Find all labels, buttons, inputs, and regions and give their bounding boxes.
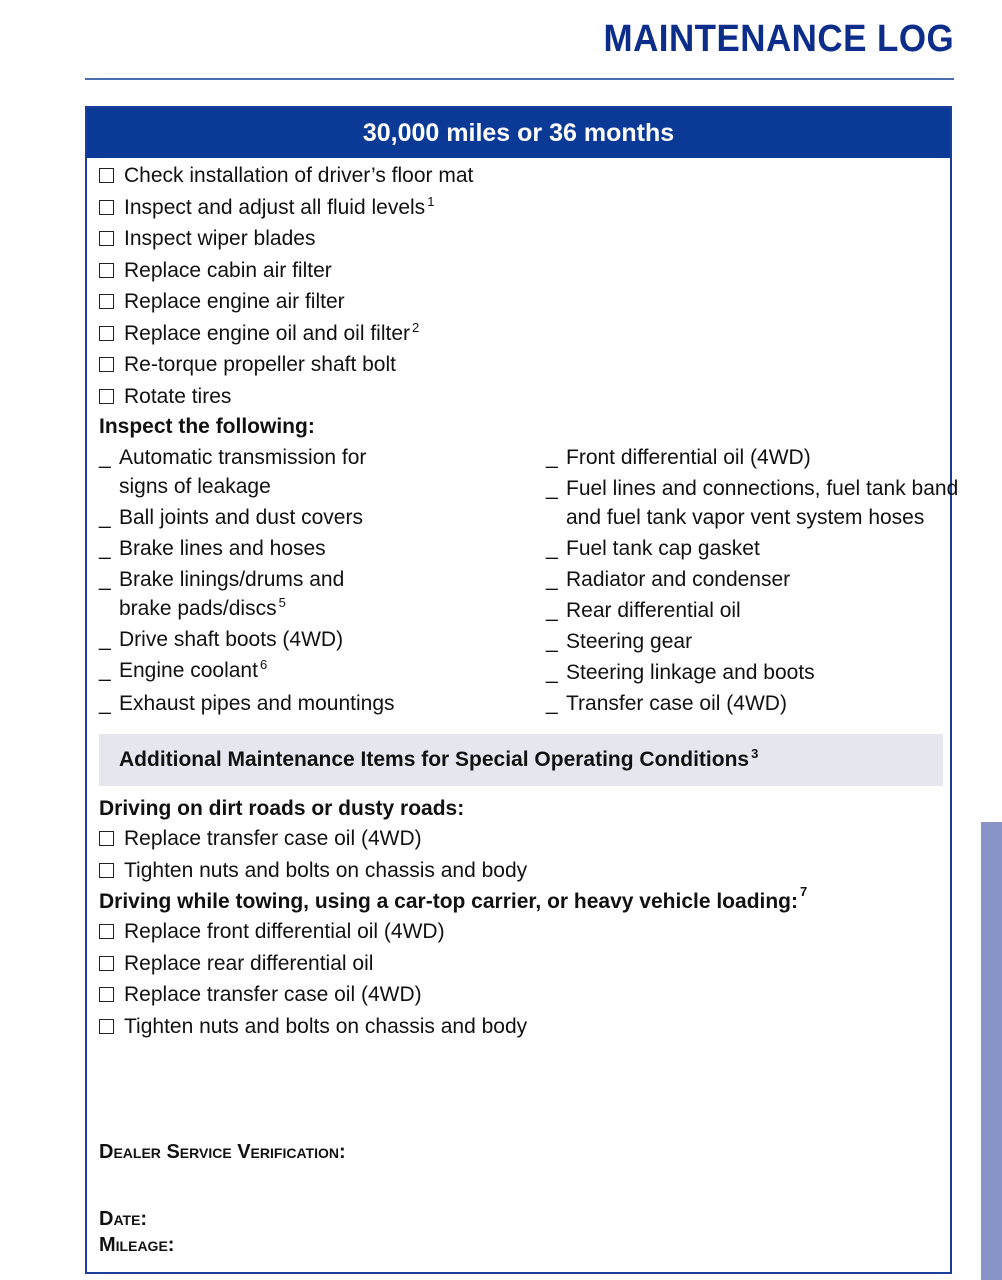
inspect-item-label: Brake linings/drums and	[119, 568, 345, 591]
checklist-item-label: Tighten nuts and bolts on chassis and body	[124, 1014, 528, 1038]
inspect-item	[99, 625, 395, 654]
checklist-item	[99, 223, 473, 255]
towing-heading	[99, 884, 808, 914]
inspect-item	[546, 627, 958, 656]
towing-checklist	[99, 916, 527, 1042]
checklist-item-label: Replace engine air filter	[124, 290, 345, 313]
checklist-item-label: Inspect wiper blades	[124, 227, 316, 250]
section-side-tab	[981, 822, 1002, 1280]
checklist-item	[99, 823, 527, 855]
inspect-item-label: Radiator and condenser	[566, 568, 791, 591]
towing-heading-label: Driving while towing, using a car-top carrier, or heavy vehicle loading:	[99, 890, 798, 913]
checkbox[interactable]	[99, 200, 114, 215]
checkbox[interactable]	[99, 956, 114, 971]
dusty-roads-checklist	[99, 823, 527, 886]
inspect-item-label: Fuel tank cap gasket	[566, 537, 760, 560]
inspect-item-label: Ball joints and dust covers	[119, 506, 363, 529]
special-conditions-title: Additional Maintenance Items for Special Operating Conditions	[119, 748, 750, 771]
inspect-item	[99, 689, 395, 718]
footnote-marker: 6	[259, 657, 268, 672]
footnote-marker: 7	[800, 884, 808, 899]
inspect-item	[99, 443, 395, 501]
footnote-marker: 2	[412, 319, 420, 335]
checklist-item	[99, 255, 473, 287]
inspect-list-left	[99, 443, 395, 718]
checklist-item	[99, 381, 473, 413]
inspect-list-right	[546, 443, 958, 718]
checklist-item	[99, 916, 527, 948]
page-title: MAINTENANCE LOG	[603, 18, 954, 60]
checkbox[interactable]	[99, 231, 114, 246]
inspect-item-label: Fuel lines and connections, fuel tank band	[566, 477, 959, 500]
checklist-item-label: Inspect and adjust all fluid levels	[124, 195, 426, 219]
inspect-item	[546, 474, 958, 532]
inspect-item-label-cont: and fuel tank vapor vent system hoses	[566, 506, 925, 529]
inspect-item-label: Drive shaft boots (4WD)	[119, 628, 344, 651]
checklist-item-label: Replace engine oil and oil filter	[124, 321, 411, 345]
title-divider	[85, 78, 954, 80]
checkbox[interactable]	[99, 924, 114, 939]
checkbox[interactable]	[99, 357, 114, 372]
inspect-item-label: Transfer case oil (4WD)	[566, 692, 787, 715]
checkbox[interactable]	[99, 1019, 114, 1034]
checklist-item-label: Replace front differential oil (4WD)	[124, 920, 445, 943]
checklist-item-label: Check installation of driver’s floor mat	[124, 164, 474, 187]
footnote-marker: 3	[751, 746, 759, 761]
checklist-item-label: Tighten nuts and bolts on chassis and body	[124, 858, 528, 882]
checkbox[interactable]	[99, 326, 114, 341]
checklist-item-label: Replace transfer case oil (4WD)	[124, 983, 422, 1006]
inspect-item	[546, 596, 958, 625]
checklist-item-label: Rotate tires	[124, 384, 232, 408]
inspect-item-label: Front differential oil (4WD)	[566, 446, 811, 469]
inspect-heading: Inspect the following:	[99, 415, 315, 438]
checklist-item	[99, 855, 527, 887]
inspect-item-label: Brake lines and hoses	[119, 537, 326, 560]
checklist-item	[99, 160, 473, 192]
checkbox[interactable]	[99, 987, 114, 1002]
checklist-item-label: Replace rear differential oil	[124, 951, 374, 975]
checklist-item-label: Replace cabin air filter	[124, 258, 332, 282]
maintenance-log-card	[85, 106, 959, 1274]
checklist-item	[99, 979, 527, 1011]
inspect-item	[546, 689, 958, 718]
inspect-item	[546, 658, 958, 687]
checkbox[interactable]	[99, 294, 114, 309]
mileage-label: Mileage:	[99, 1234, 175, 1256]
inspect-item-label-cont: brake pads/discs	[119, 597, 277, 620]
inspect-item	[546, 443, 958, 472]
inspect-item	[99, 565, 395, 623]
date-label: Date:	[99, 1208, 148, 1230]
checklist-item-label: Replace transfer case oil (4WD)	[124, 827, 422, 850]
dealer-verification-label: Dealer Service Verification:	[99, 1141, 346, 1163]
checkbox[interactable]	[99, 263, 114, 278]
inspect-item	[99, 534, 395, 563]
inspect-item-label: Engine coolant	[119, 659, 258, 682]
inspect-item-label-cont: signs of leakage	[119, 475, 271, 498]
inspect-item	[546, 565, 958, 594]
checklist-item	[99, 349, 473, 381]
service-checklist	[99, 160, 473, 412]
inspect-item-label: Steering linkage and boots	[566, 661, 815, 684]
checkbox[interactable]	[99, 831, 114, 846]
footnote-marker: 1	[427, 193, 435, 209]
dusty-roads-heading: Driving on dirt roads or dusty roads:	[99, 797, 465, 820]
interval-header: 30,000 miles or 36 months	[87, 108, 950, 158]
footnote-marker: 5	[278, 595, 286, 610]
inspect-item-label: Exhaust pipes and mountings	[119, 692, 395, 715]
inspect-item	[99, 656, 395, 685]
inspect-item-label: Rear differential oil	[566, 599, 741, 622]
special-conditions-heading	[99, 734, 943, 786]
inspect-item-label: Automatic transmission for	[119, 446, 367, 469]
checklist-item-label: Re-torque propeller shaft bolt	[124, 353, 396, 376]
checklist-item	[99, 1011, 527, 1043]
checkbox[interactable]	[99, 168, 114, 183]
inspect-item	[546, 534, 958, 563]
checklist-item	[99, 318, 473, 350]
inspect-item-label: Steering gear	[566, 630, 693, 653]
checklist-item	[99, 948, 527, 980]
inspect-item	[99, 503, 395, 532]
checkbox[interactable]	[99, 389, 114, 404]
checkbox[interactable]	[99, 863, 114, 878]
checklist-item	[99, 192, 473, 224]
